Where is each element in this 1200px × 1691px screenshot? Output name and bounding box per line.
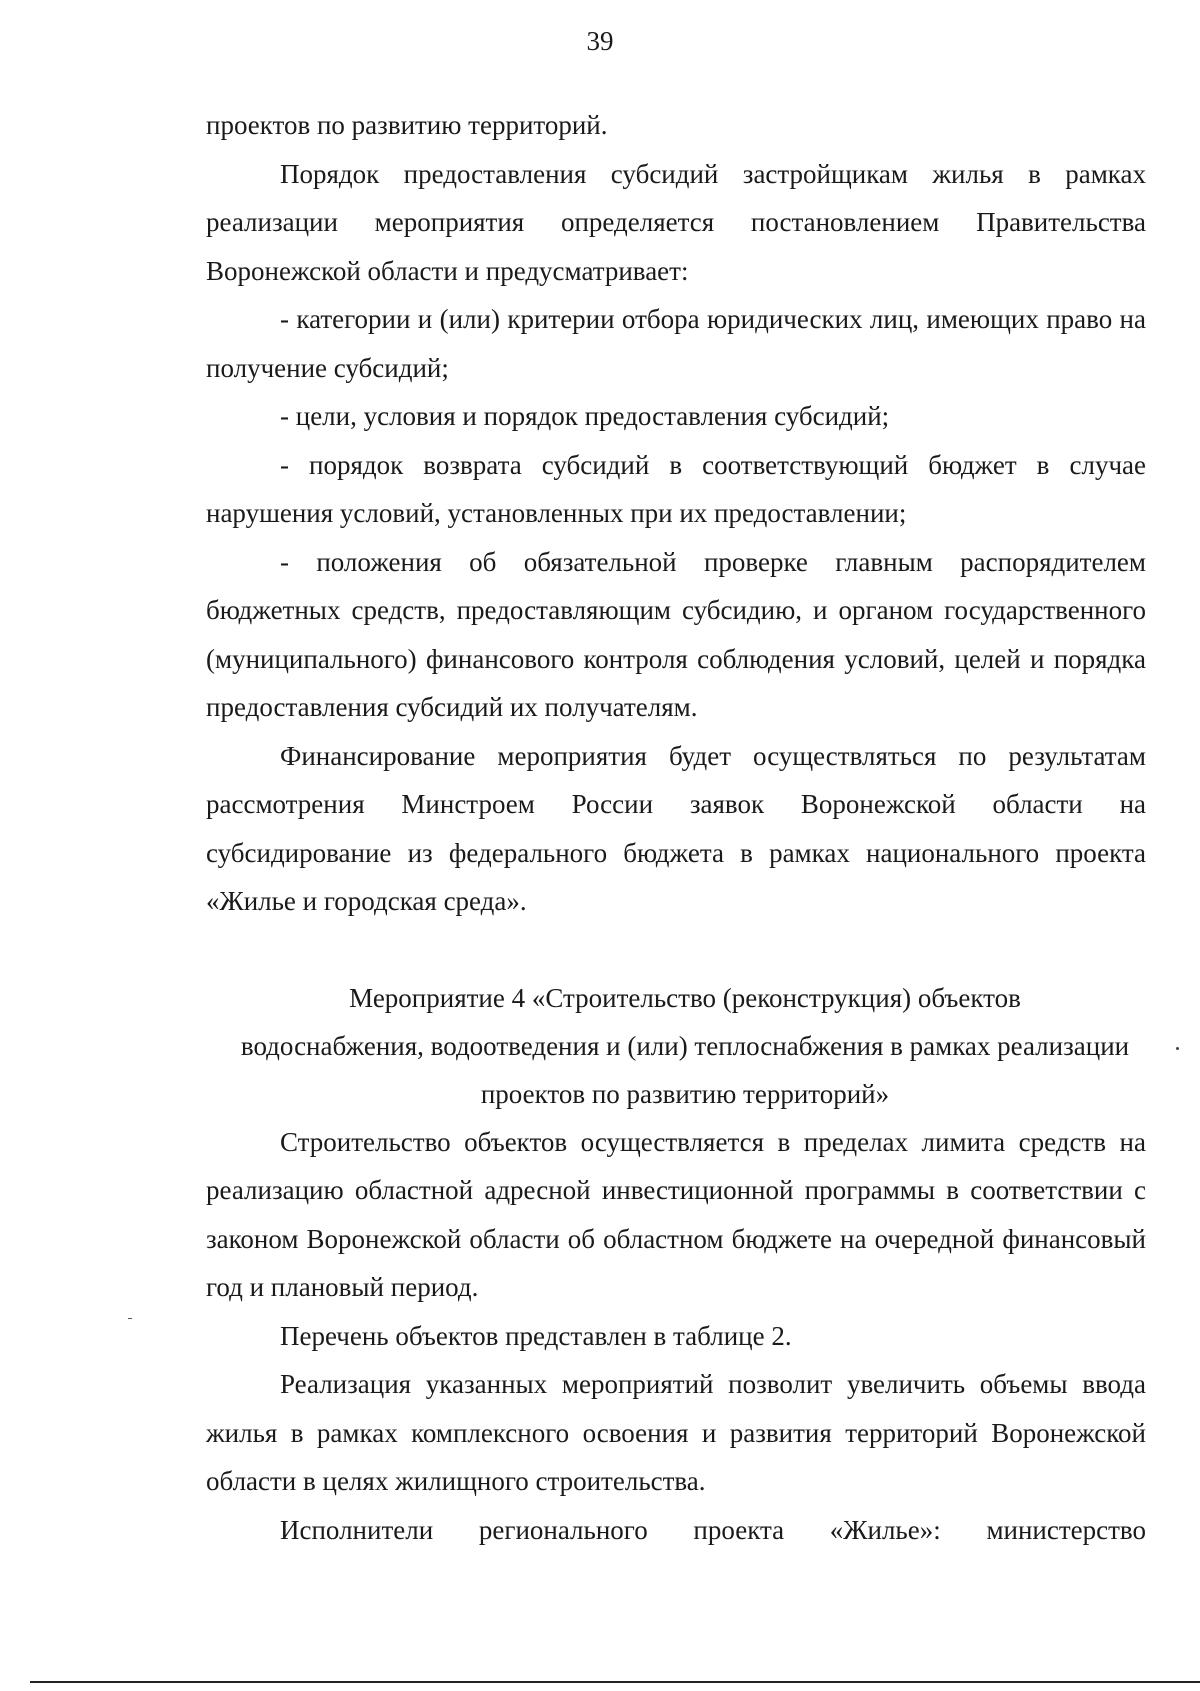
section-heading [206,974,1146,1118]
paragraph-continuation: проектов по развитию территорий. [206,110,608,140]
list-item-control: - положения об обязательной проверке главным распорядителем бюджетных средств, предоставляющим субсидию, и органом государственного (муниципального) финансового контроля соблюдения условий, целей и порядка предоставления субсидий их получателям. [206,546,1146,722]
section-heading-line-2: водоснабжения, водоотведения и (или) теплоснабжения в рамках реализации [240,1030,1130,1061]
bottom-border-line [30,1681,1200,1683]
paragraph-executors: Исполнители регионального проекта «Жилье»: министерство [280,1514,1146,1545]
paragraph-objects-list: Перечень объектов представлен в таблице 2. [280,1320,792,1351]
section-heading-line-3: проектов по развитию территорий» [480,1078,890,1109]
paragraph-subsidy-procedure: Порядок предоставления субсидий застройщикам жилья в рамках реализации мероприятия определяется постановлением Правительства Воронежской области и предусматривает: [206,158,1146,286]
paragraph-construction: Строительство объектов осуществляется в пределах лимита средств на реализацию областной адресной инвестиционной программы в соответствии с законом Воронежской области об областном бюджете на очередной финансовый год и плановый период. [206,1126,1146,1302]
paragraph-financing: Финансирование мероприятия будет осуществляться по результатам рассмотрения Минстроем России заявок Воронежской области на субсидирование из федерального бюджета в рамках национального проекта «Жилье и городская среда». [206,740,1146,916]
paragraph-implementation: Реализация указанных мероприятий позволит увеличить объемы ввода жилья в рамках комплексного освоения и развития территорий Воронежской области в целях жилищного строительства. [206,1369,1146,1496]
scan-artifact-dot [1176,1047,1179,1050]
document-body [206,101,1146,1554]
section-spacer [206,926,1146,974]
scan-artifact-dash [128,1318,132,1319]
page-number: 39 [586,26,614,56]
section-heading-line-1: Мероприятие 4 «Строительство (реконструкция) объектов [349,982,1021,1013]
list-item-goals: - цели, условия и порядок предоставления субсидий; [280,401,890,431]
list-item-refund: - порядок возврата субсидий в соответствующий бюджет в случае нарушения условий, установленных при их предоставлении; [206,449,1146,528]
list-item-categories: - категории и (или) критерии отбора юридических лиц, имеющих право на получение субсидий; [206,304,1146,383]
